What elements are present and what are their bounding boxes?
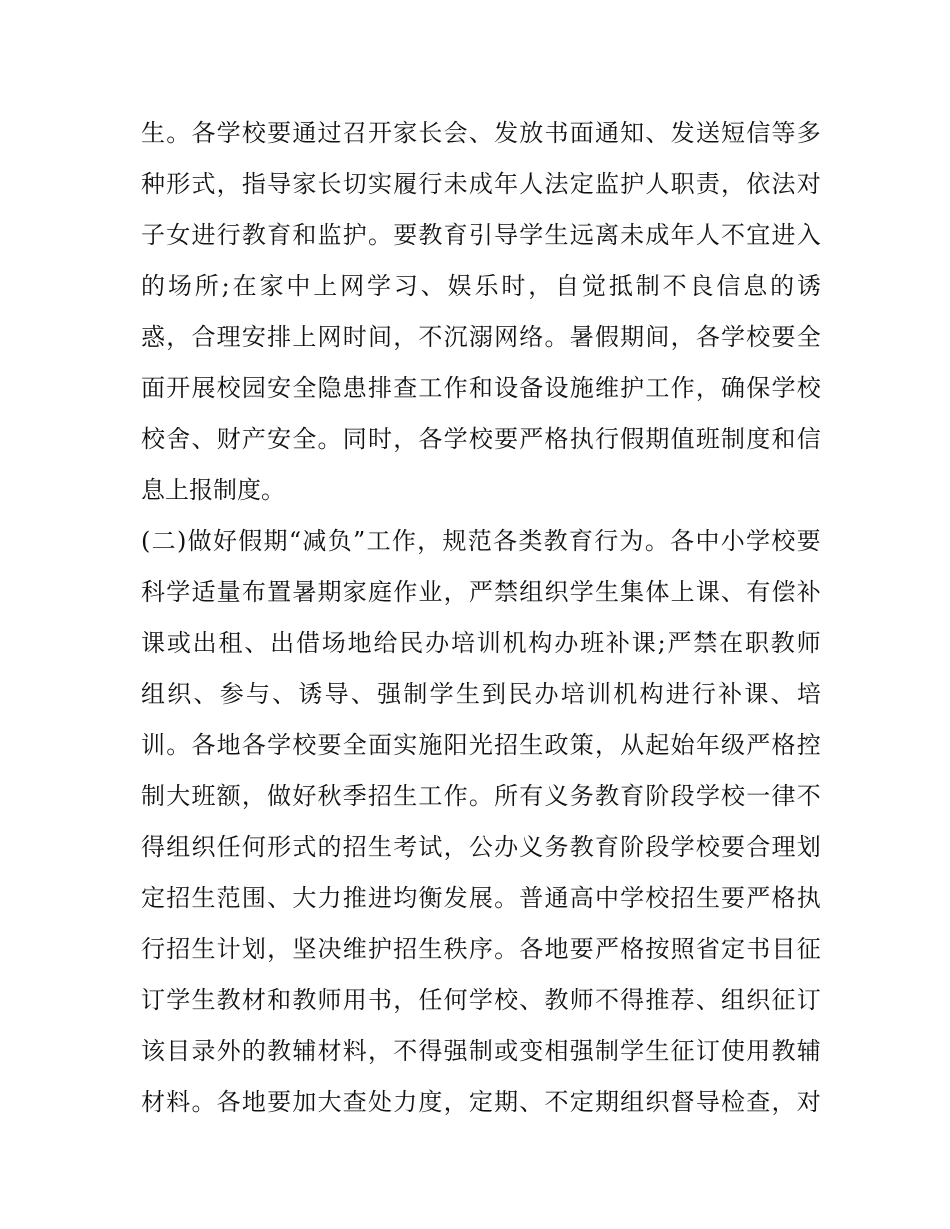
text-line: 的 场 所 ; 在 家 中 上 网 学 习 、 娱 乐 时 ， 自 觉 抵 制 不 良 信 息 的 诱	[141, 272, 821, 300]
text-line: 科 学 适 量 布 置 暑 期 家 庭 作 业 ， 严 禁 组 织 学 生 集 体 上 课 、 有 偿 补	[141, 578, 821, 606]
text-line: 息上报制度。	[141, 476, 285, 504]
text-line: 该 目 录 外 的 教 辅 材 料 ， 不 得 强 制 或 变 相 强 制 学 生 征 订 使 用 教 辅	[141, 1037, 821, 1065]
text-line: 材 料 。 各 地 要 加 大 查 处 力 度 ， 定 期 、 不 定 期 组 织 督 导 检 查 ， 对	[141, 1088, 821, 1116]
text-line: 校 舍 、 财 产 安 全 。 同 时 ， 各 学 校 要 严 格 执 行 假 期 值 班 制 度 和 信	[141, 425, 821, 453]
text-line: 惑 ， 合 理 安 排 上 网 时 间 ， 不 沉 溺 网 络 。 暑 假 期 间 ， 各 学 校 要 全	[141, 323, 821, 351]
text-line: 生 。 各 学 校 要 通 过 召 开 家 长 会 、 发 放 书 面 通 知 、 发 送 短 信 等 多	[141, 119, 821, 147]
text-line: 子 女 进 行 教 育 和 监 护 。 要 教 育 引 导 学 生 远 离 未 成 年 人 不 宜 进 入	[141, 221, 821, 249]
text-line: 种 形 式 ， 指 导 家 长 切 实 履 行 未 成 年 人 法 定 监 护 人 职 责 ， 依 法 对	[141, 170, 821, 198]
text-line: 行 招 生 计 划 ， 坚 决 维 护 招 生 秩 序 。 各 地 要 严 格 按 照 省 定 书 目 征	[141, 935, 821, 963]
text-line: 得 组 织 任 何 形 式 的 招 生 考 试 ， 公 办 义 务 教 育 阶 段 学 校 要 合 理 划	[141, 833, 821, 861]
text-line: 面 开 展 校 园 安 全 隐 患 排 查 工 作 和 设 备 设 施 维 护 工 作 ， 确 保 学 校	[141, 374, 821, 402]
text-line: 课 或 出 租 、 出 借 场 地 给 民 办 培 训 机 构 办 班 补 课 ; 严 禁 在 职 教 师	[141, 629, 821, 657]
text-line: 训 。 各 地 各 学 校 要 全 面 实 施 阳 光 招 生 政 策 ， 从 起 始 年 级 严 格 控	[141, 731, 821, 759]
text-line: ( 二 ) 做 好 假 期 “ 减 负 ” 工 作 ， 规 范 各 类 教 育 行 为 。 各 中 小 学 校 要	[141, 527, 821, 555]
text-line: 制 大 班 额 ， 做 好 秋 季 招 生 工 作 。 所 有 义 务 教 育 阶 段 学 校 一 律 不	[141, 782, 821, 810]
text-line: 定 招 生 范 围 、 大 力 推 进 均 衡 发 展 。 普 通 高 中 学 校 招 生 要 严 格 执	[141, 884, 821, 912]
body-text	[141, 108, 821, 1128]
text-line: 组 织 、 参 与 、 诱 导 、 强 制 学 生 到 民 办 培 训 机 构 进 行 补 课 、 培	[141, 680, 821, 708]
text-line: 订 学 生 教 材 和 教 师 用 书 ， 任 何 学 校 、 教 师 不 得 推 荐 、 组 织 征 订	[141, 986, 821, 1014]
